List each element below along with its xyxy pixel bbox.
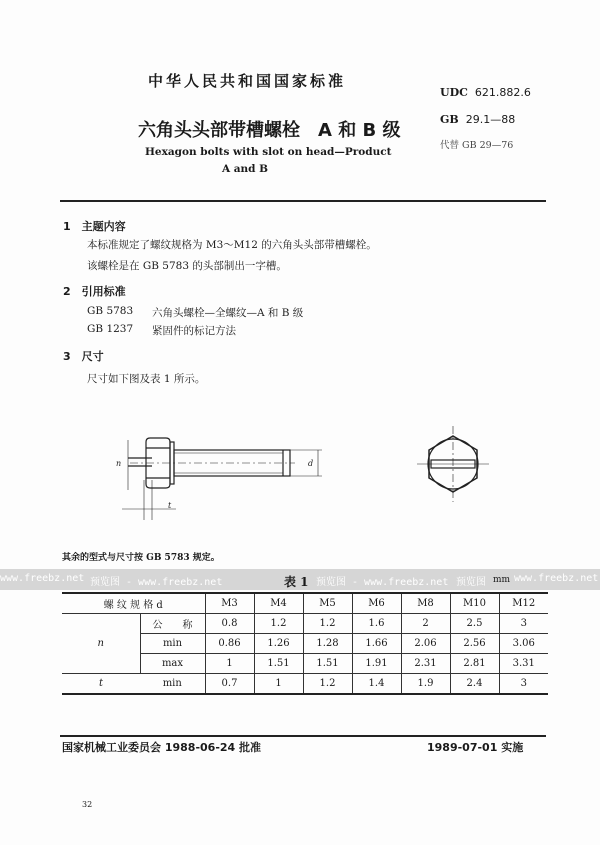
cell: 1 — [254, 674, 303, 695]
watermark-text: 预览图 — [456, 577, 486, 588]
cell: 1.66 — [352, 634, 401, 654]
dimension-table — [62, 592, 548, 695]
approval-text: 国家机械工业委员会 1988-06-24 批准 — [62, 741, 262, 754]
effective-date: 1989-07-01 实施 — [427, 741, 524, 754]
section-1-heading: 1 主题内容 — [63, 220, 126, 233]
n-label: n — [62, 614, 140, 674]
cell: 1.51 — [303, 654, 352, 674]
cell: 1.2 — [303, 614, 352, 634]
row-sub-label: min — [140, 634, 205, 654]
section-3-heading: 3 尺寸 — [63, 350, 104, 363]
cell: 0.7 — [205, 674, 254, 695]
table-header-row — [62, 593, 548, 614]
gb-label: GB — [440, 113, 459, 126]
section-1-line-2: 该螺栓是在 GB 5783 的头部制出一字槽。 — [87, 260, 287, 272]
title-en-1: Hexagon bolts with slot on head—Product — [145, 146, 392, 158]
size-header: M4 — [254, 593, 303, 614]
cell: 2.81 — [450, 654, 499, 674]
ref-2-code: GB 1237 — [87, 323, 134, 335]
watermark-text: www.freebz.net — [514, 573, 599, 584]
section-1-line-1: 本标准规定了螺纹规格为 M3～M12 的六角头头部带槽螺栓。 — [87, 239, 377, 251]
udc-value: 621.882.6 — [474, 86, 531, 99]
cell: 2 — [401, 614, 450, 634]
watermark-text: 预览图 - www.freebz.net — [90, 577, 223, 588]
watermark-text: 预览图 - www.freebz.net — [316, 577, 449, 588]
size-header: M8 — [401, 593, 450, 614]
size-header: M5 — [303, 593, 352, 614]
cell: 2.5 — [450, 614, 499, 634]
udc-label: UDC — [440, 86, 468, 99]
section-2-heading: 2 引用标准 — [63, 285, 126, 298]
cell: 1.2 — [254, 614, 303, 634]
row-sub-label: min — [140, 674, 205, 695]
ref-1-code: GB 5783 — [87, 305, 134, 317]
cell: 2.56 — [450, 634, 499, 654]
header-rule — [60, 200, 546, 202]
replaces-note: 代替 GB 29—76 — [440, 140, 514, 151]
section-3-line-1: 尺寸如下图及表 1 所示。 — [87, 373, 206, 385]
label-t: t — [168, 501, 172, 510]
gb-value: 29.1—88 — [465, 113, 516, 126]
cell: 1.6 — [352, 614, 401, 634]
ref-2-title: 紧固件的标记方法 — [152, 325, 236, 337]
cell: 1.26 — [254, 634, 303, 654]
bolt-top-view — [417, 426, 489, 502]
table-row — [62, 674, 548, 695]
table-caption: 表 1 — [284, 575, 309, 589]
cell: 1.4 — [352, 674, 401, 695]
table-unit: mm — [493, 575, 511, 585]
cell: 1.9 — [401, 674, 450, 695]
size-header: M12 — [499, 593, 548, 614]
size-header: M6 — [352, 593, 401, 614]
label-d: d — [308, 459, 314, 468]
cell: 2.06 — [401, 634, 450, 654]
cell: 1.91 — [352, 654, 401, 674]
bolt-drawing — [100, 420, 520, 530]
bolt-side-view — [122, 438, 322, 520]
footer-rule — [60, 735, 546, 737]
cell: 1 — [205, 654, 254, 674]
page-number: 32 — [82, 800, 93, 809]
label-n: n — [116, 459, 122, 468]
cell: 0.8 — [205, 614, 254, 634]
table-row — [62, 614, 548, 634]
title-cn: 六角头头部带槽螺栓 A 和 B 级 — [138, 120, 401, 141]
national-standard-heading: 中华人民共和国国家标准 — [148, 72, 347, 90]
title-en-2: A and B — [221, 163, 269, 175]
cell: 3.31 — [499, 654, 548, 674]
table-note: 其余的型式与尺寸按 GB 5783 规定。 — [62, 553, 220, 563]
row-sub-label: 公 称 — [140, 614, 205, 634]
spec-header: 螺 纹 规 格 d — [62, 593, 205, 614]
ref-1-title: 六角头螺栓—全螺纹—A 和 B 级 — [152, 307, 304, 319]
cell: 1.28 — [303, 634, 352, 654]
row-sub-label: max — [140, 654, 205, 674]
cell: 1.51 — [254, 654, 303, 674]
cell: 2.31 — [401, 654, 450, 674]
cell: 1.2 — [303, 674, 352, 695]
cell: 0.86 — [205, 634, 254, 654]
watermark-text: www.freebz.net — [0, 573, 85, 584]
size-header: M3 — [205, 593, 254, 614]
size-header: M10 — [450, 593, 499, 614]
cell: 3 — [499, 674, 548, 695]
cell: 2.4 — [450, 674, 499, 695]
cell: 3.06 — [499, 634, 548, 654]
t-label: t — [62, 674, 140, 695]
cell: 3 — [499, 614, 548, 634]
